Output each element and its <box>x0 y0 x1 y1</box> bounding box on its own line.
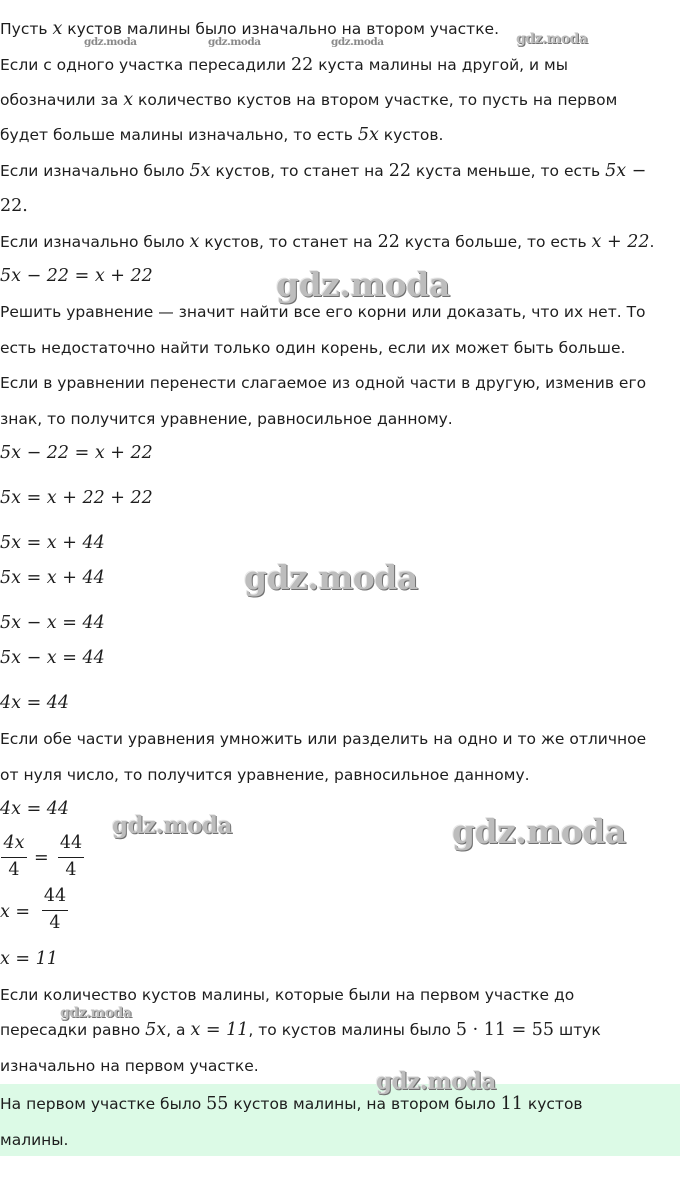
text-line-7: Если изначально было x кустов, то станет на 22 куста больше, то есть x + 22. <box>0 232 655 252</box>
watermark-logo: gdz.moda <box>276 265 450 304</box>
denominator: 4 <box>65 860 77 880</box>
watermark-logo: gdz.moda <box>452 812 626 851</box>
equals-sign: = <box>34 848 49 868</box>
numerator: 4x <box>3 833 25 853</box>
watermark-logo: gdz.moda <box>331 36 384 48</box>
text-line-20: Если обе части уравнения умножить или разделить на одно и то же отличное <box>0 730 647 748</box>
text-line-21: от нуля число, то получится уравнение, равносильное данному. <box>0 766 530 784</box>
equation-1: 5x − 22 = x + 22 <box>0 266 153 286</box>
equation-9: 4x = 44 <box>0 799 70 819</box>
watermark-logo: gdz.moda <box>208 36 261 48</box>
watermark-logo: gdz.moda <box>112 812 232 839</box>
watermark-logo: gdz.moda <box>84 36 137 48</box>
text-line-2: Если с одного участка пересадили 22 куста малины на другой, и мы <box>0 55 568 75</box>
numerator: 44 <box>59 833 83 853</box>
text-line-5: Если изначально было 5x кустов, то станет на 22 куста меньше, то есть 5x − <box>0 161 647 181</box>
text-line-4: будет больше малины изначально, то есть 5x кустов. <box>0 125 444 145</box>
text-line-25: пересадки равно 5x, а x = 11, то кустов малины было 5 · 11 = 55 штук <box>0 1020 601 1040</box>
equation-4: 5x = x + 44 <box>0 533 105 553</box>
text-line-11: Если в уравнении перенести слагаемое из одной части в другую, изменив его <box>0 374 647 392</box>
watermark-logo: gdz.moda <box>244 558 418 597</box>
denominator: 4 <box>8 860 20 880</box>
text-line-10: есть недостаточно найти только один корень, если их может быть больше. <box>0 339 626 357</box>
equation-2: 5x − 22 = x + 22 <box>0 443 153 463</box>
numerator: 44 <box>43 886 67 906</box>
equation-7: 5x − x = 44 <box>0 648 105 668</box>
equation-8: 4x = 44 <box>0 693 70 713</box>
equation-result: x = 11 <box>0 949 58 969</box>
text-line-24: Если количество кустов малины, которые были на первом участке до <box>0 986 575 1004</box>
text-line-3: обозначили за x количество кустов на втором участке, то пусть на первом <box>0 90 618 110</box>
text-line-1: Пусть x кустов малины было изначально на втором участке. <box>0 19 500 39</box>
watermark-logo: gdz.moda <box>376 1068 496 1095</box>
lhs: x = <box>0 902 31 922</box>
watermark-logo: gdz.moda <box>516 31 588 47</box>
text-line-9: Решить уравнение — значит найти все его корни или доказать, что их нет. То <box>0 303 646 321</box>
equation-6: 5x − x = 44 <box>0 613 105 633</box>
text-line-12: знак, то получится уравнение, равносильное данному. <box>0 410 453 428</box>
answer-line-2: малины. <box>0 1131 69 1149</box>
fraction-4x-over-4 <box>1 833 27 883</box>
text-line-6: 22. <box>0 196 28 216</box>
answer-line-1: На первом участке было 55 кустов малины, на втором было 11 кустов <box>0 1094 583 1114</box>
equation-3: 5x = x + 22 + 22 <box>0 488 153 508</box>
fraction-44-over-4 <box>58 833 84 883</box>
watermark-logo: gdz.moda <box>60 1005 132 1021</box>
answer-box <box>0 1084 680 1156</box>
text-line-26: изначально на первом участке. <box>0 1057 259 1075</box>
equation-5: 5x = x + 44 <box>0 568 105 588</box>
fraction-44-over-4 <box>42 886 68 936</box>
denominator: 4 <box>49 913 61 933</box>
